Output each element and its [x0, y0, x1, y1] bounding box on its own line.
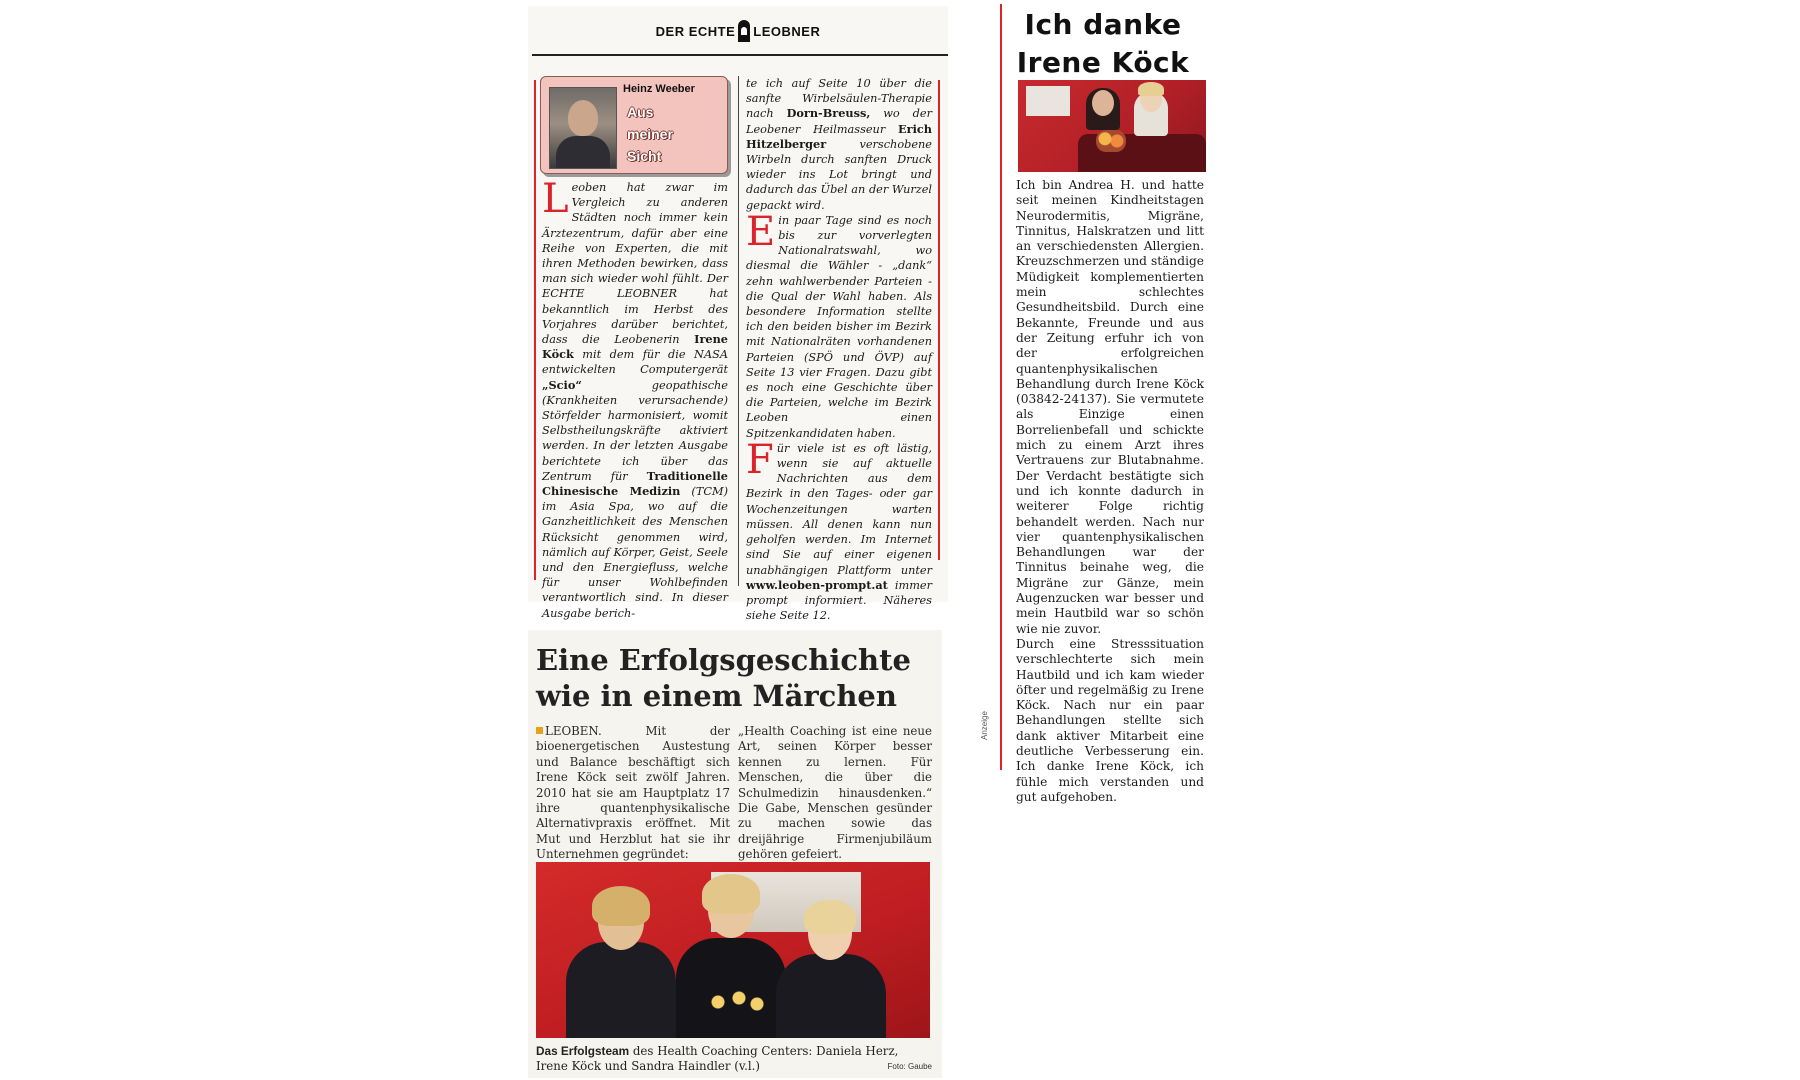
team-photo	[536, 862, 930, 1038]
tower-logo-icon	[738, 20, 750, 42]
author-name: Heinz Weeber	[623, 83, 695, 95]
right-red-bar	[938, 80, 940, 560]
story-clipping	[528, 630, 942, 1078]
column-divider	[738, 76, 739, 586]
story-headline: Eine Erfolgsgeschichte wie in einem Märchen	[536, 643, 911, 713]
bullet-icon	[536, 727, 543, 734]
author-photo	[549, 87, 617, 169]
masthead-left: DER ECHTE	[655, 24, 736, 39]
newspaper-masthead	[528, 20, 948, 54]
photo-caption: Das Erfolgsteam des Health Coaching Centers: Daniela Herz, Irene Köck und Sandra Haindler (v.l.)	[536, 1044, 899, 1074]
masthead-right: LEOBNER	[753, 24, 821, 39]
story-text-right: „Health Coaching ist eine neue Art, seinen Körper besser kennen zu lernen. Für Menschen, die über die Schulmedizin hinausdenken.“ Die Gabe, Menschen gesünder zu machen sowie das dreijährige Firmenjubiläum gehören gefeiert.	[738, 724, 932, 862]
story-text-left: LEOBEN. Mit der bioenergetischen Austestung und Balance beschäftigt sich Irene Köck seit zwölf Jahren. 2010 hat sie am Hauptplatz 17 ihre quantenphysikalische Alternativpraxis eröffnet. Mit Mut und Herzblut hat sie ihr Unternehmen gegründet:	[536, 724, 730, 862]
testimonial-text: Ich bin Andrea H. und hatte seit meinen Kindheitstagen Neurodermitis, Migräne, Tinnitus, Halskratzen und litt an verschiedensten Allergien. Kreuzschmerzen und ständige Müdigkeit komplementierten mein schlechtes Gesundheitsbild. Durch eine Bekannte, Freunde und aus der Zeitung erfuhr ich von der erfolgreichen quantenphysikalischen Behandlung durch Irene Köck (03842-24137). Sie vermutete als Einzige einen Borrelienbefall und schickte mich zu einem Arzt ihres Vertrauens zur Blutabnahme. Der Verdacht bestätigte sich und ich konnte dadurch in weiterer Folge richtig behandelt werden. Nach nur vier quantenphysikalischen Behandlungen war der Tinnitus beinahe weg, die Migräne zur Gänze, mein Augenzucken war besser und mein Hautbild war so schön wie nie zuvor. Durch eine Stresssituation verschlechterte sich mein Hautbild und ich kam wieder öfter und regelmäßig zu Irene Köck. Nach nur ein paar Behandlungen stellte sich dank aktiver Mitarbeit eine deutliche Verbesserung ein. Ich danke Irene Köck, ich fühle mich verstanden und gut aufgehoben.	[1016, 178, 1204, 804]
left-red-bar	[534, 80, 536, 580]
testimonial-photo	[1018, 80, 1206, 172]
ad-label: Anzeige	[980, 711, 989, 740]
masthead-rule	[532, 54, 948, 56]
photo-credit: Foto: Gaube	[887, 1062, 932, 1071]
column-text-2: te ich auf Seite 10 über die sanfte Wirbelsäulen-Therapie nach Dorn-Breuss, wo der Leobener Heilmasseur Erich Hitzelberger verschobene Wirbeln durch sanften Druck wieder ins Lot bringt und dadurch das Übel an der Wurzel gepackt wird. Ein paar Tage sind es noch bis zur vorverlegten Nationalratswahl, wo diesmal die Wähler - „dank“ zehn wahlwerbender Parteien - die Qual der Wahl haben. Als besondere Information stellte ich den beiden bisher im Bezirk mit Nationalräten vorhandenen Parteien (SPÖ und ÖVP) auf Seite 13 vier Fragen. Dazu gibt es noch eine Geschichte über die Parteien, welche im Bezirk Leoben einen Spitzenkandidaten haben. Für viele ist es oft lästig, wenn sie auf aktuelle Nachrichten aus dem Bezirk in den Tages- oder gar Wochenzeitungen warten müssen. All denen kann nun geholfen werden. Im Internet sind Sie auf einer eigenen unabhängigen Plattform unter www.leoben-prompt.at immer prompt informiert. Näheres siehe Seite 12.	[746, 77, 932, 623]
ad-red-line	[1000, 4, 1002, 770]
column-clipping	[528, 6, 948, 623]
column-slogan: Aus meiner Sicht	[627, 104, 673, 164]
author-box	[540, 76, 728, 174]
testimonial-title: Ich danke Irene Köck	[1016, 8, 1190, 79]
column-text-1: Leoben hat zwar im Vergleich zu anderen Städten noch immer kein Ärztezentrum, dafür aber eine Reihe von Experten, die mit ihren Methoden bewirken, dass man sich wieder wohl fühlt. Der ECHTE LEOBNER hat bekanntlich im Herbst des Vorjahres darüber berichtet, dass die Leobenerin Irene Köck mit dem für die NASA entwickelten Computergerät „Scio“ geopathische (Krankheiten verursachende) Störfelder harmonisiert, womit Selbstheilungskräfte aktiviert werden. In der letzten Ausgabe berichtete ich über das Zentrum für Traditionelle Chinesische Medizin (TCM) im Asia Spa, wo auf die Ganzheitlichkeit des Menschen Rücksicht genommen wird, nämlich auf Körper, Geist, Seele und den Energiefluss, welche für unser Wohlbefinden verantwortlich sind. In dieser Ausgabe berich-	[542, 176, 728, 620]
